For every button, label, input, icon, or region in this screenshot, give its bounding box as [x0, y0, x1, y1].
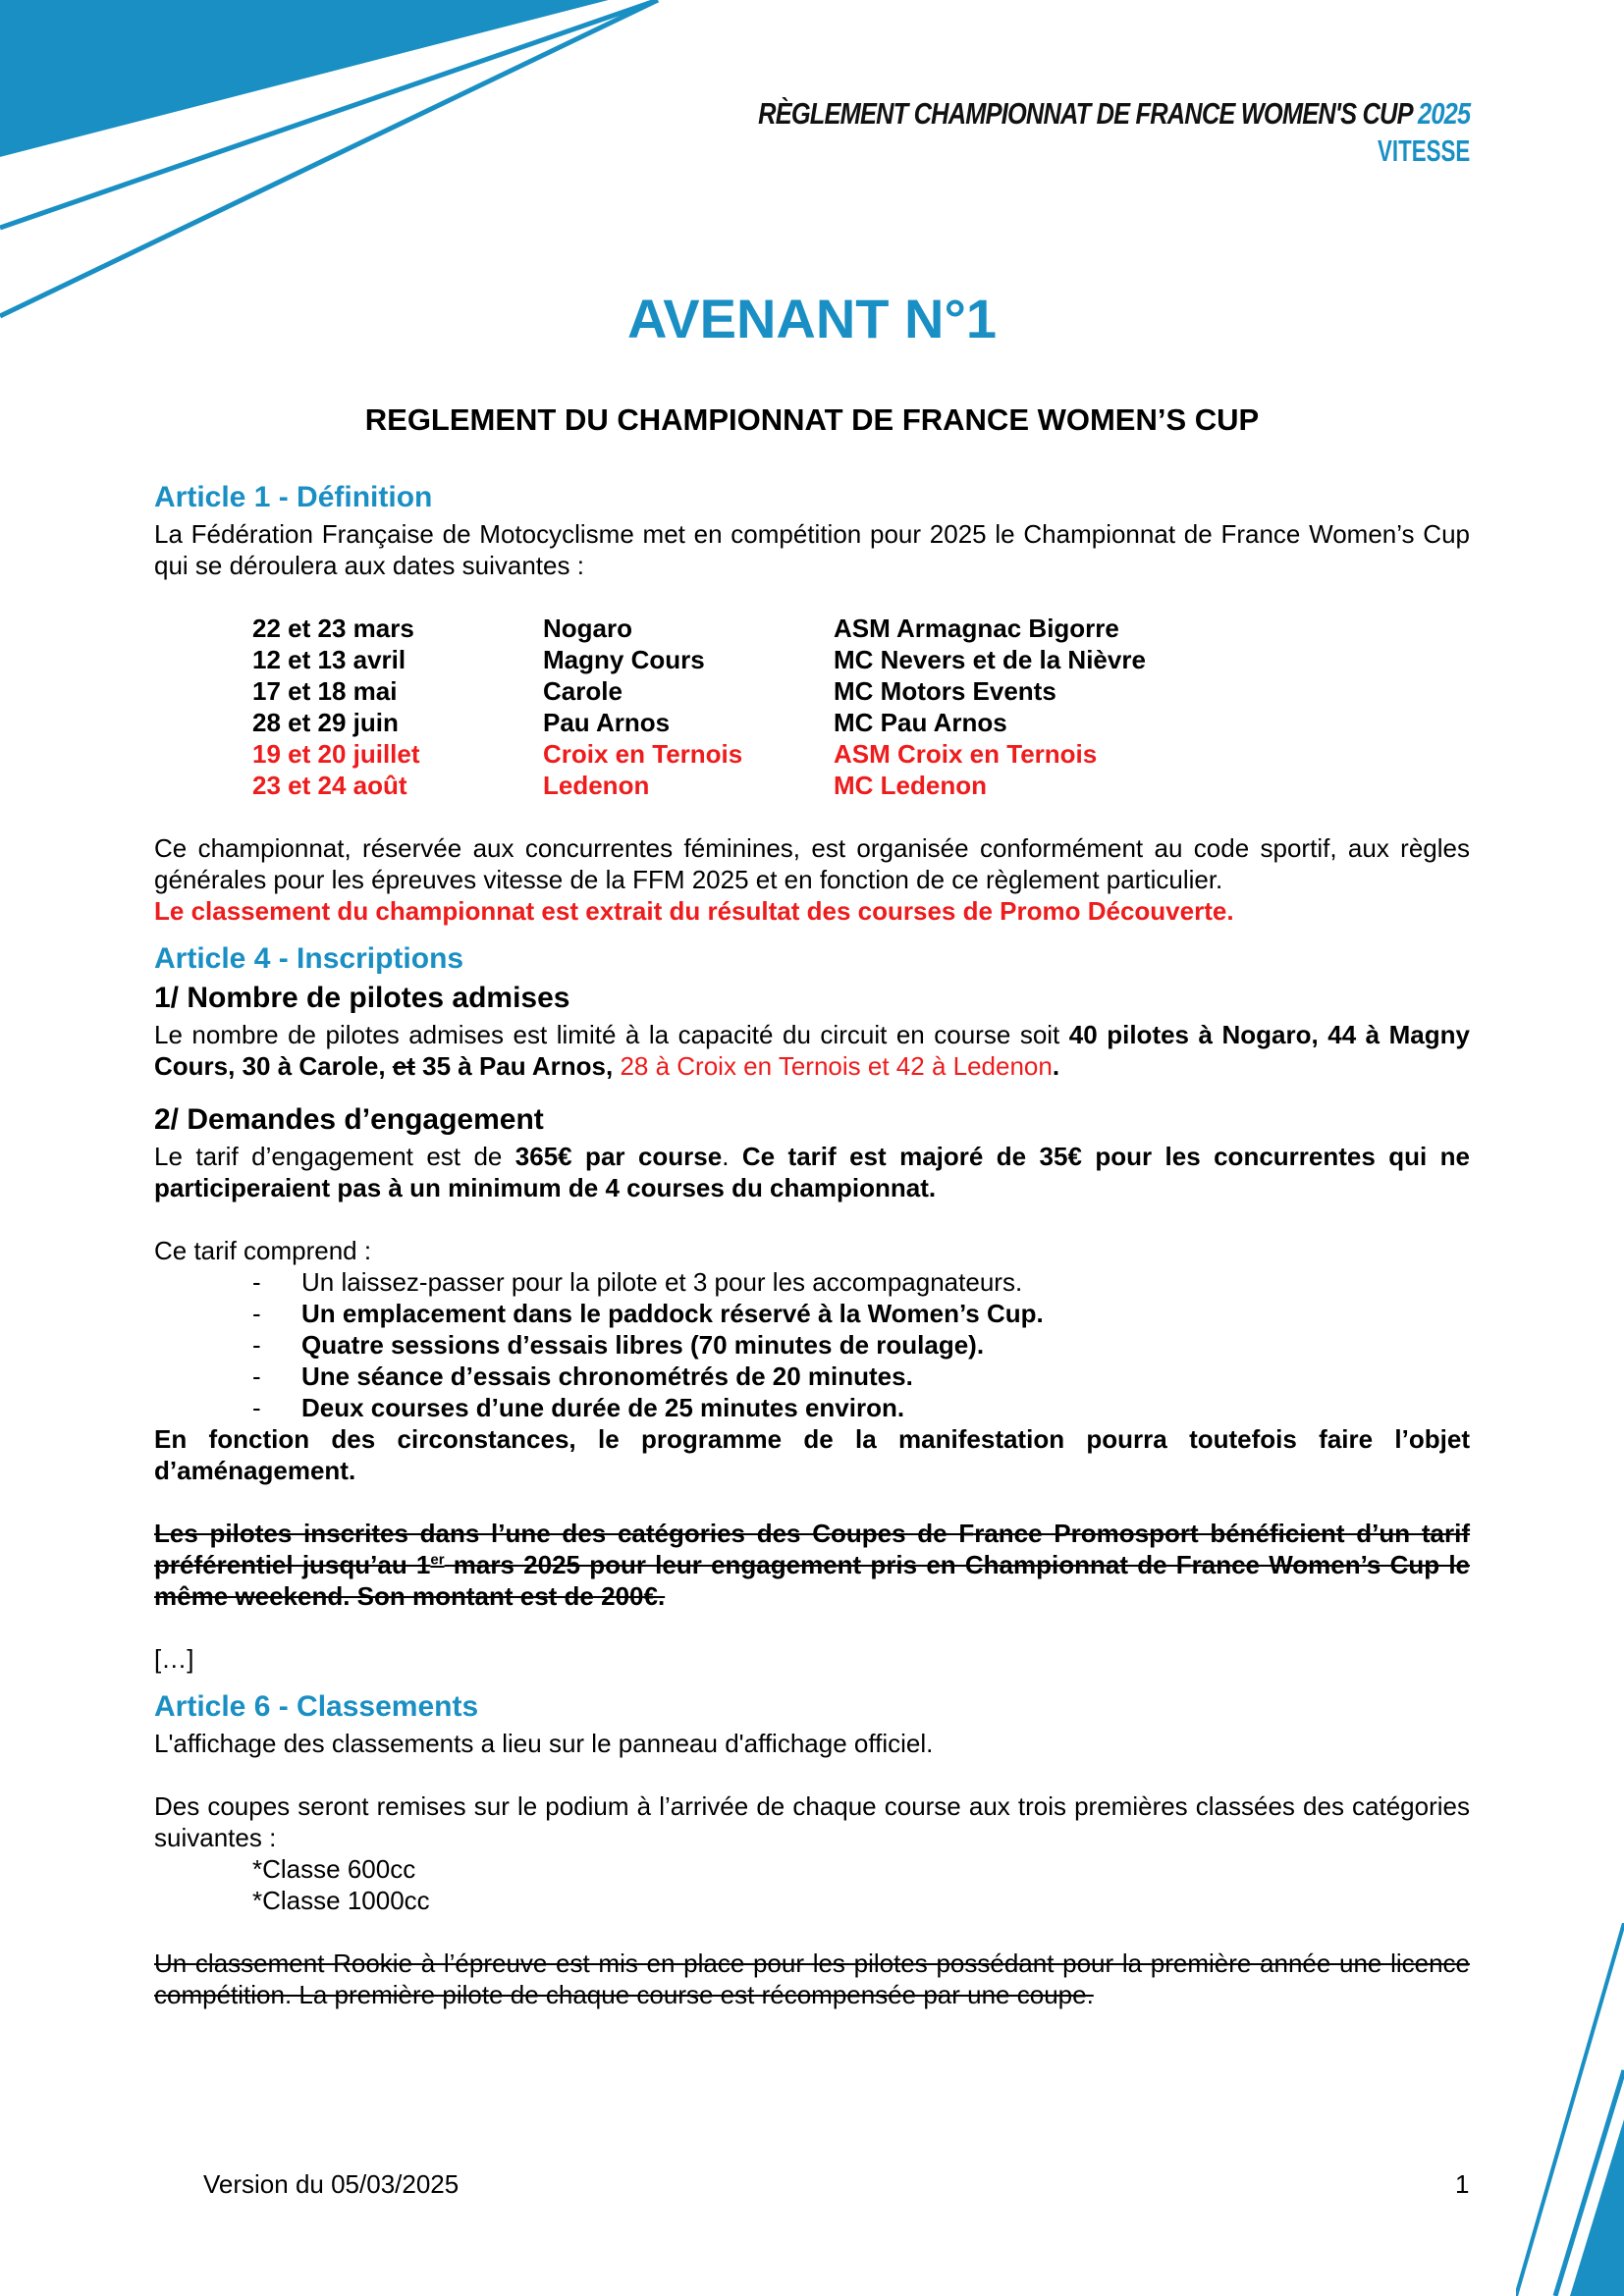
- page-subtitle: REGLEMENT DU CHAMPIONNAT DE FRANCE WOMEN’S CUP: [364, 402, 1260, 437]
- event-circuit: Carole: [543, 676, 623, 706]
- event-row: [252, 770, 1146, 801]
- event-circuit: Ledenon: [543, 771, 650, 800]
- event-organizer: MC Pau Arnos: [834, 708, 1007, 737]
- list-item: [154, 1329, 1470, 1361]
- class-item: *Classe 600cc: [252, 1854, 416, 1884]
- event-circuit: Croix en Ternois: [543, 739, 743, 769]
- event-date: 23 et 24 août: [252, 771, 407, 800]
- article6-p1: L'affichage des classements a lieu sur le panneau d'affichage officiel.: [154, 1729, 934, 1758]
- header-title: RÈGLEMENT CHAMPIONNAT DE FRANCE WOMEN'S CUP 2025: [757, 96, 1470, 131]
- event-row: [252, 738, 1146, 770]
- header-year: 2025: [1417, 96, 1470, 131]
- includes-list: [154, 1266, 1470, 1423]
- events-table: [252, 613, 1146, 801]
- article4-heading: Article 4 - Inscriptions: [154, 942, 464, 975]
- event-organizer: MC Nevers et de la Nièvre: [834, 645, 1146, 674]
- section1-text: Le nombre de pilotes admises est limité à la capacité du circuit en course soit 40 pilotes à Nogaro, 44 à Magny Cours, 30 à Carole, et 35 à Pau Arnos, 28 à Croix en Ternois et 42 à Ledenon.: [154, 1020, 1470, 1081]
- bullet-dash: -: [252, 1362, 261, 1391]
- footer-version: Version du 05/03/2025: [203, 2169, 460, 2199]
- event-circuit: Nogaro: [543, 614, 632, 643]
- section2-heading: 2/ Demandes d’engagement: [154, 1103, 544, 1136]
- list-item-text: Un laissez-passer pour la pilote et 3 pour les accompagnateurs.: [301, 1267, 1023, 1297]
- list-item: [154, 1266, 1470, 1298]
- event-date: 28 et 29 juin: [252, 708, 399, 737]
- event-circuit: Magny Cours: [543, 645, 705, 674]
- struck-promosport-text: Les pilotes inscrites dans l’une des catégories des Coupes de France Promosport bénéficient d’un tarif préférentiel jusqu’au 1er mars 2025 pour leur engagement pris en Championnat de France Women’s Cup le même weekend. Son montant est de 200€.: [154, 1519, 1470, 1611]
- event-organizer: MC Motors Events: [834, 676, 1056, 706]
- section1-heading: 1/ Nombre de pilotes admises: [154, 982, 570, 1014]
- corner-triangle-graphic: [1516, 1923, 1624, 2296]
- header-subtitle: VITESSE: [1377, 133, 1470, 168]
- list-item-text: Quatre sessions d’essais libres (70 minutes de roulage).: [301, 1330, 985, 1360]
- article1-note: Le classement du championnat est extrait du résultat des courses de Promo Découverte.: [154, 896, 1234, 926]
- list-item-text: Deux courses d’une durée de 25 minutes environ.: [301, 1393, 905, 1422]
- circumstances-text: En fonction des circonstances, le programme de la manifestation pourra toutefois faire l’objet d’aménagement.: [154, 1424, 1470, 1485]
- event-row: [252, 644, 1146, 675]
- article1-body: Ce championnat, réservée aux concurrentes féminines, est organisée conformément au code sportif, aux règles générales pour les épreuves vitesse de la FFM 2025 et en fonction de ce règlement particulier.: [154, 833, 1470, 894]
- event-circuit: Pau Arnos: [543, 708, 671, 737]
- list-item: [154, 1298, 1470, 1329]
- document-header: [602, 96, 1470, 169]
- section2-text: Le tarif d’engagement est de 365€ par course. Ce tarif est majoré de 35€ pour les concurrentes qui ne participeraient pas à un minimum de 4 courses du championnat.: [154, 1142, 1470, 1202]
- article1-heading: Article 1 - Définition: [154, 481, 433, 513]
- article6-heading: Article 6 - Classements: [154, 1690, 479, 1723]
- event-row: [252, 613, 1146, 644]
- struck-rookie-text: Un classement Rookie à l’épreuve est mis en place pour les pilotes possédant pour la première année une licence compétition. La première pilote de chaque course est récompensée par une coupe.: [154, 1949, 1470, 2009]
- bullet-dash: -: [252, 1330, 261, 1360]
- event-organizer: ASM Armagnac Bigorre: [834, 614, 1119, 643]
- event-date: 22 et 23 mars: [252, 614, 414, 643]
- event-date: 17 et 18 mai: [252, 676, 398, 706]
- article1-intro: La Fédération Française de Motocyclisme met en compétition pour 2025 le Championnat de France Women’s Cup qui se déroulera aux dates suivantes :: [154, 519, 1470, 580]
- article6-p2: Des coupes seront remises sur le podium à l’arrivée de chaque course aux trois premières classées des catégories suivantes :: [154, 1791, 1470, 1852]
- classes-list: [154, 1853, 1470, 1916]
- list-item-text: Une séance d’essais chronométrés de 20 minutes.: [301, 1362, 913, 1391]
- event-date: 19 et 20 juillet: [252, 739, 420, 769]
- event-date: 12 et 13 avril: [252, 645, 406, 674]
- bullet-dash: -: [252, 1393, 261, 1422]
- page-number: 1: [1455, 2169, 1470, 2199]
- document-body: [154, 479, 1470, 2010]
- event-row: [252, 707, 1146, 738]
- page-title: AVENANT N°1: [626, 288, 998, 349]
- event-row: [252, 675, 1146, 707]
- corner-stripes-graphic: [0, 0, 687, 334]
- list-item: [154, 1361, 1470, 1392]
- class-item: *Classe 1000cc: [252, 1886, 430, 1915]
- list-item-text: Un emplacement dans le paddock réservé à la Women’s Cup.: [301, 1299, 1044, 1328]
- bullet-dash: -: [252, 1299, 261, 1328]
- ellipsis: […]: [154, 1644, 194, 1674]
- bullet-dash: -: [252, 1267, 261, 1297]
- event-organizer: ASM Croix en Ternois: [834, 739, 1098, 769]
- includes-label: Ce tarif comprend :: [154, 1236, 372, 1265]
- list-item: [154, 1392, 1470, 1423]
- event-organizer: MC Ledenon: [834, 771, 987, 800]
